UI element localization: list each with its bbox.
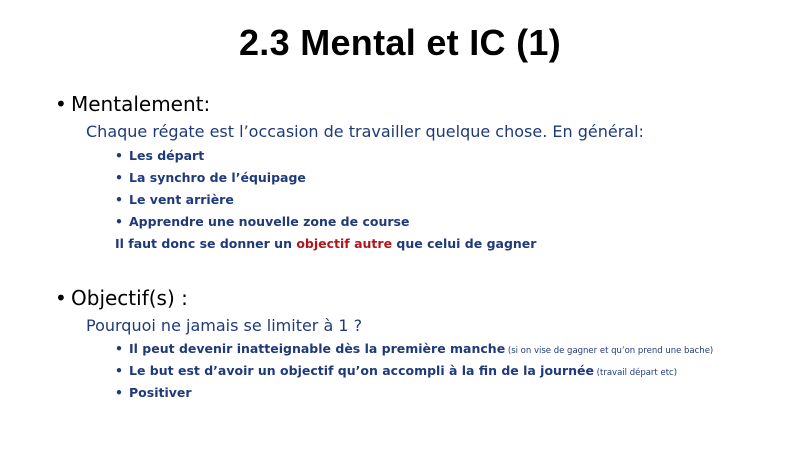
section-objectifs [55,286,188,310]
bullet-icon: • [55,286,67,310]
list-item: • Il peut devenir inatteignable dès la première manche (si on vise de gagner et qu’on prend une bache) [115,341,714,356]
list-item: • La synchro de l’équipage [115,170,306,185]
section-intro: Chaque régate est l’occasion de travailler quelque chose. En général: [86,122,644,141]
section-mentalement [55,92,210,116]
bullet-icon: • [115,214,123,229]
note-text: (travail départ etc) [593,368,678,378]
note-text: (si on vise de gagner et qu’on prend une bache) [505,346,714,356]
list-item: • Le but est d’avoir un objectif qu’on accompli à la fin de la journée (travail départ etc) [115,363,678,378]
bullet-icon: • [115,385,123,400]
bullet-icon: • [115,148,123,163]
bullet-icon: • [115,341,123,356]
bullet-icon: • [115,363,123,378]
section-heading: Objectif(s) : [71,286,188,310]
section-heading: Mentalement: [71,92,211,116]
list-item: • Le vent arrière [115,192,234,207]
bullet-icon: • [115,192,123,207]
conclusion-line: Il faut donc se donner un objectif autre que celui de gagner [115,236,537,251]
list-item: • Positiver [115,385,192,400]
highlight-text: objectif autre [296,236,393,251]
bullet-icon: • [115,170,123,185]
bullet-icon: • [55,92,67,116]
list-item: • Apprendre une nouvelle zone de course [115,214,410,229]
slide-title: 2.3 Mental et IC (1) [238,22,562,63]
list-item: • Les départ [115,148,205,163]
section-intro: Pourquoi ne jamais se limiter à 1 ? [86,316,363,335]
